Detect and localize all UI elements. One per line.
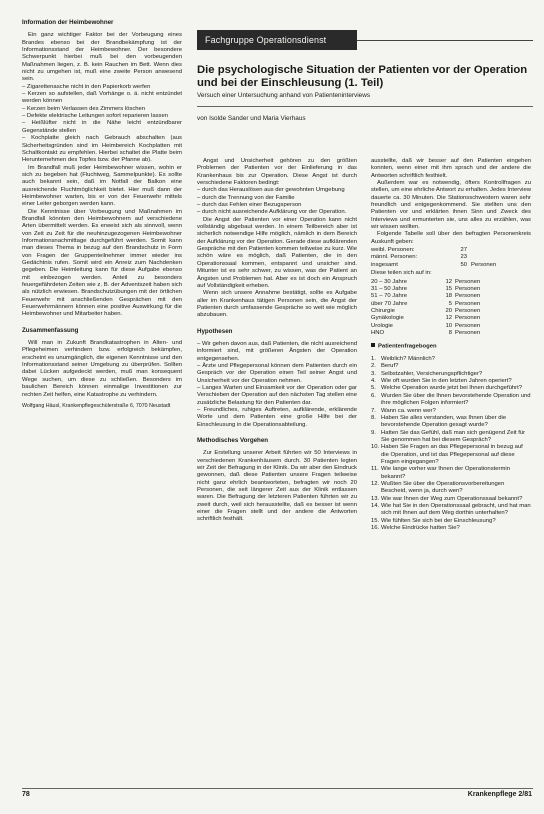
list-number: 12. [371,480,380,487]
table-row: Chirurgie 20 Personen [371,307,481,314]
list-item: 8. Haben Sie alles verstanden, was Ihnen über die bevorstehende Operation gesagt wurde? [371,414,507,429]
table-row: Gynäkologie 12 Personen [371,315,481,322]
list-item: – Kerzen beim Verlassen des Zimmers löschen [22,105,146,112]
article-title: Die psychologische Situation der Patienten vor der Operation und bei der Einschleusung (1. Teil) [197,64,528,89]
list-item: – Langes Warten und Einsamkeit vor der Operation oder gar Verschieben der Operation auf den nächsten Tag stellen eine zusätzliche Belastung für den Patienten dar. [197,384,357,406]
section-heading: Information der Heimbewohner [22,19,114,26]
list-item: 16. Welche Eindrücke hatten Sie? [371,525,460,531]
list-number: 13. [371,495,380,502]
list-number: 16. [371,525,380,531]
list-item: 10. Haben Sie Fragen an das Pflegepersonal in bezug auf die Operation, und ist das Pflegepersonal auf diese Fragen eingegangen? [371,444,523,465]
table-row: HNO 8 Personen [371,329,481,336]
list [22,84,182,165]
table-row: über 70 Jahre 5 Personen [371,300,481,307]
paragraph: Zur Erstellung unserer Arbeit führten wir 50 Interviews in verschiedenen Krankenhäusern durch. 30 Patienten legten wir Zeit der Befragung in der Klinik. Da wir aber den Eindruck gewonnen, daß diese Patienten unsere Fragen teilweise nicht ganz ehrlich beantworteten, befragten wir noch 20 Personen, die seit längerer Zeit aus der Klinik entlassen waren. Die Befragung der letzteren Patienten führten wir zu zweit durch, weil sich herausstellte, daß es besser ist wenn einer die Fragen stellt und der andere die Antworten schriftlich festhält. [197,450,357,523]
questionnaire-list [371,356,531,532]
list-item: – Kerzen so aufstellen, daß Vorhänge o. ä. nicht entzündet werden können [22,91,182,105]
table-row: weibl. Personen: 27 [371,247,467,254]
gender-table [371,247,511,269]
list-item: 6. Wurden Sie über die Ihnen bevorstehende Operation und ihre möglichen Folgen informiert? [371,392,531,407]
questionnaire-heading: Patientenfragebogen [371,343,531,351]
paragraph: Die Kenntnisse über Vorbeugung und Maßnahmen im Brandfall könnten den Heimbewohnern auf verschiedene Arten übermittelt werden. Es erweist sich als sinnvoll, wenn von Zeit zu Zeit für die neuhinzugezogenen Heimbewohner Informationsnachmittage durchgeführt werden. Somit kann man dieses Thema in bezug auf den Brandschutz in Form von Fragen der Gruppenteilnehmer immer wieder ins Gedächtnis rufen. Somit wird ein Anreiz zum Nachdenken gegeben. Die Heimleitung kann für diese Aufgabe ebenso mit einbezogen werden. Anteil zu besonders feuergefährdeten Zeiten wie z. B. der Adventszeit haben sich als nützlich erwiesen. Brandschutzübungen mit der örtlichen Feuerwehr mit anschließenden Gesprächen mit den Feuerwehrmännern können eine positive Auswirkung für die Heimbewohner und Mitarbeiter haben. [22,208,182,318]
table-row: 20 – 30 Jahre 12 Personen [371,278,481,285]
list-number: 14. [371,502,380,509]
list-item: 5. Welche Operation wurde jetzt bei Ihnen durchgeführt? [371,385,523,392]
list-item: 3. Selbstzahler, Versicherungspflichtiger? [371,370,483,377]
list-item: – Ärzte und Pflegepersonal können dem Patienten durch ein Gespräch vor der Operation einen Teil seiner Angst und Unsicherheit vor der Operation nehmen. [197,362,357,384]
list-item: – durch das Herauslösen aus der gewohnten Umgebung [197,187,345,194]
list-item: – Freundliches, ruhiges Auftreten, aufklärende, erklärende Worte und dem Patienten eine große Hilfe bei der Einschleusung in die Operationsabteilung. [197,407,357,428]
right-column [371,158,531,532]
list-number: 3. [371,370,376,377]
table-row: insgesamt 50 Personen [371,261,497,268]
list-item: 2. Beruf? [371,363,399,370]
list-item: – Wir gehen davon aus, daß Patienten, die nicht ausreichend informiert sind, mit größeren Ängsten der Operation entgegensehen. [197,340,357,362]
table-row: männl. Personen: 23 [371,254,467,261]
list-item: – Zigarettenasche nicht in den Papierkorb werfen [22,83,151,90]
list-number: 1. [371,356,376,363]
list-number: 11. [371,466,379,473]
list-item: – durch das Fehlen einer Bezugsperson [197,202,302,209]
middle-column [197,158,357,524]
paragraph: Angst und Unsicherheit gehören zu den größten Problemen der Patienten vor der Einlieferung in das Krankenhaus bis zur Operation. Diese Angst ist durch verschiedene Faktoren bedingt: [197,158,357,187]
section-banner: Fachgruppe Operationsdienst [197,30,357,50]
paragraph: Folgende Tabelle soll über den befragten Personenkreis Auskunft geben: [371,231,531,245]
paragraph: Die Angst der Patienten vor einer Operation kann nicht vollständig abgebaut werden. In einem Teilbereich aber ist sicherlich notwendige Hilfe möglich, nämlich in dem Bereich der Aufklärung vor der Operation. Gerade diese aufklärenden Gespräche mit den Patienten kommen teilweise zu kurz. Wie schön wäre es möglich, daß Patienten, die in den Operationssaal kommen, entspannt und unsicher sind. Mitunter ist es sehr schwer, zu wissen, was der Patient an Ängsten und Problemen hat. Aber es ist doch ein Anspruch auf Vollständigkeit erheben. [197,216,357,289]
list [197,187,357,216]
article-authors: von Isolde Sander und Maria Vierhaus [197,115,306,122]
left-column [22,18,182,409]
paragraph: Wenn sich unsere Annahme bestätigt, sollte es Aufgabe aller im Krankenhaus tätigen Personen sein, die Angst der Patienten durch umfassende Gespräche so weit wie möglich abzubauen. [197,290,357,319]
list-item: – Heißlüfter nicht in die Nähe leicht entzündbarer Gegenstände stellen [22,120,182,134]
list [197,341,357,429]
table-row: 31 – 50 Jahre 15 Personen [371,285,481,292]
list-item: – durch nicht ausreichende Aufklärung vor der Operation. [197,209,347,216]
age-table [371,279,511,338]
list-item: 9. Hatten Sie das Gefühl, daß man sich genügend Zeit für Sie genommen hat bei diesem Gespräch? [371,429,526,443]
paragraph: ausstellte, daß wir besser auf den Patienten eingehen konnten, wenn einer mit ihm sprach und der andere die Antworten schriftlich festhielt. [371,158,531,179]
list-item: 7. Wann ca. wenn wer? [371,407,436,414]
table-row: 51 – 70 Jahre 18 Personen [371,293,481,300]
list-number: 6. [371,392,376,399]
table-row: Urologie 10 Personen [371,322,481,329]
list-number: 15. [371,517,380,524]
section-heading: Methodisches Vorgehen [197,437,269,445]
list-item: – durch die Trennung von der Familie [197,194,295,201]
list-number: 5. [371,385,376,392]
list-item: 4. Wie oft wurden Sie in den letzten Jahren operiert? [371,378,512,385]
article-subtitle: Versuch einer Untersuchung anhand von Patienteninterviews [197,92,371,99]
page-number: 78 [22,791,30,798]
list-item: 15. Wie fühlten Sie sich bei der Einschleusung? [371,517,496,524]
title-rule [197,106,533,107]
section-heading: Hypothesen [197,327,233,335]
list-item: 1. Weiblich? Männlich? [371,356,435,363]
list-number: 2. [371,363,376,370]
list-number: 10. [371,444,380,451]
paragraph: Will man in Zukunft Brandkatastrophen in Alten- und Pflegeheimen verhindern bzw. erfolgreich bekämpfen, erscheint es unumgänglich, die eigenen Kenntnisse und den Informationsstand seiner Umgebung zu überprüfen. Sollten dabei Lücken aufgedeckt werden, muß man konsequent Wege suchen, um diese zu schließen. Besonders im baulichen Bereich können einmalige Investitionen zur rechten Zeit helfen, eine Katastrophe zu verhindern. [22,340,182,398]
list-number: 7. [371,407,376,414]
list-item: 12. Wußten Sie über die Operationsvorbereitungen Bescheid, wenn ja, durch wen? [371,480,505,495]
author-address: Wolfgang Häusl, Krankenpflegeschülerstraße 6, 7070 Neustadt [22,402,171,409]
list-item: 14. Wie hat Sie in den Operationssaal gebracht, und hat man sich mit Ihnen auf dem Weg dorthin unterhalten? [371,502,531,517]
list-item: 11. Wie lange vorher war Ihnen der Operationstermin bekannt? [371,466,511,480]
list-item: 13. Wie war Ihnen der Weg zum Operationssaal bekannt? [371,495,523,502]
paragraph: Diese teilen sich auf in: [371,270,432,277]
section-heading: Zusammenfassung [22,326,79,334]
paragraph: Außerdem war es notwendig, öfters Kontrollfragen zu stellen, um eine ehrliche Antwort zu erhalten. Jedes Interview dauerte ca. 30 Minuten. Die Stationsschwestern waren sehr freundlich und entgegenkommend. Sie stellten uns den Patienten vor und erklärten ihnen Sinn und Zweck des Interviews und ermunterten sie, uns alles zu erzählen, was wir wissen wollten. [371,180,531,231]
square-bullet-icon [371,343,375,347]
journal-issue: Krankenpflege 2/81 [467,791,532,798]
list-item: – Kochplatte gleich nach Gebrauch abschalten (aus Sicherheitsgründen sind im Heimbereich Kochplatten mit Schaltkontakt zu empfehlen. Hierbei schaltet die Platte beim Herunternehmen des Topfes bzw. der Pfanne ab). [22,135,182,164]
banner-rule [357,40,533,41]
list-number: 4. [371,378,376,385]
list-item: – Defekte elektrische Leitungen sofort reparieren lassen [22,113,169,120]
list-number: 8. [371,414,376,421]
paragraph: Im Brandfall muß jeder Heimbewohner wissen, wohin er sich zu begeben hat (Fluchtweg, Sammelpunkte). Es sollte auch bekannt sein, daß im Notfall der Balkon eine ausreichende Fluchtmöglichkeit bietet. Hier muß dann der Heimbewohner warten, bis er von der Feuerwehr mittels einer Leiter geborgen werden kann. [22,164,182,208]
paragraph: Ein ganz wichtiger Faktor bei der Vorbeugung eines Brandes ebenso bei der Brandbekämpfung ist der Informationsstand der Heimbewohner. Der besondere Schwerpunkt hierbei muß bei den vorbeugenden Maßnahmen liegen, z. B. kein Rauchen im Bett. Wenn dies nicht zu umgehen ist, muß eine zweite Person anwesend sein. [22,32,182,83]
footer-rule [22,788,533,789]
list-number: 9. [371,429,376,436]
